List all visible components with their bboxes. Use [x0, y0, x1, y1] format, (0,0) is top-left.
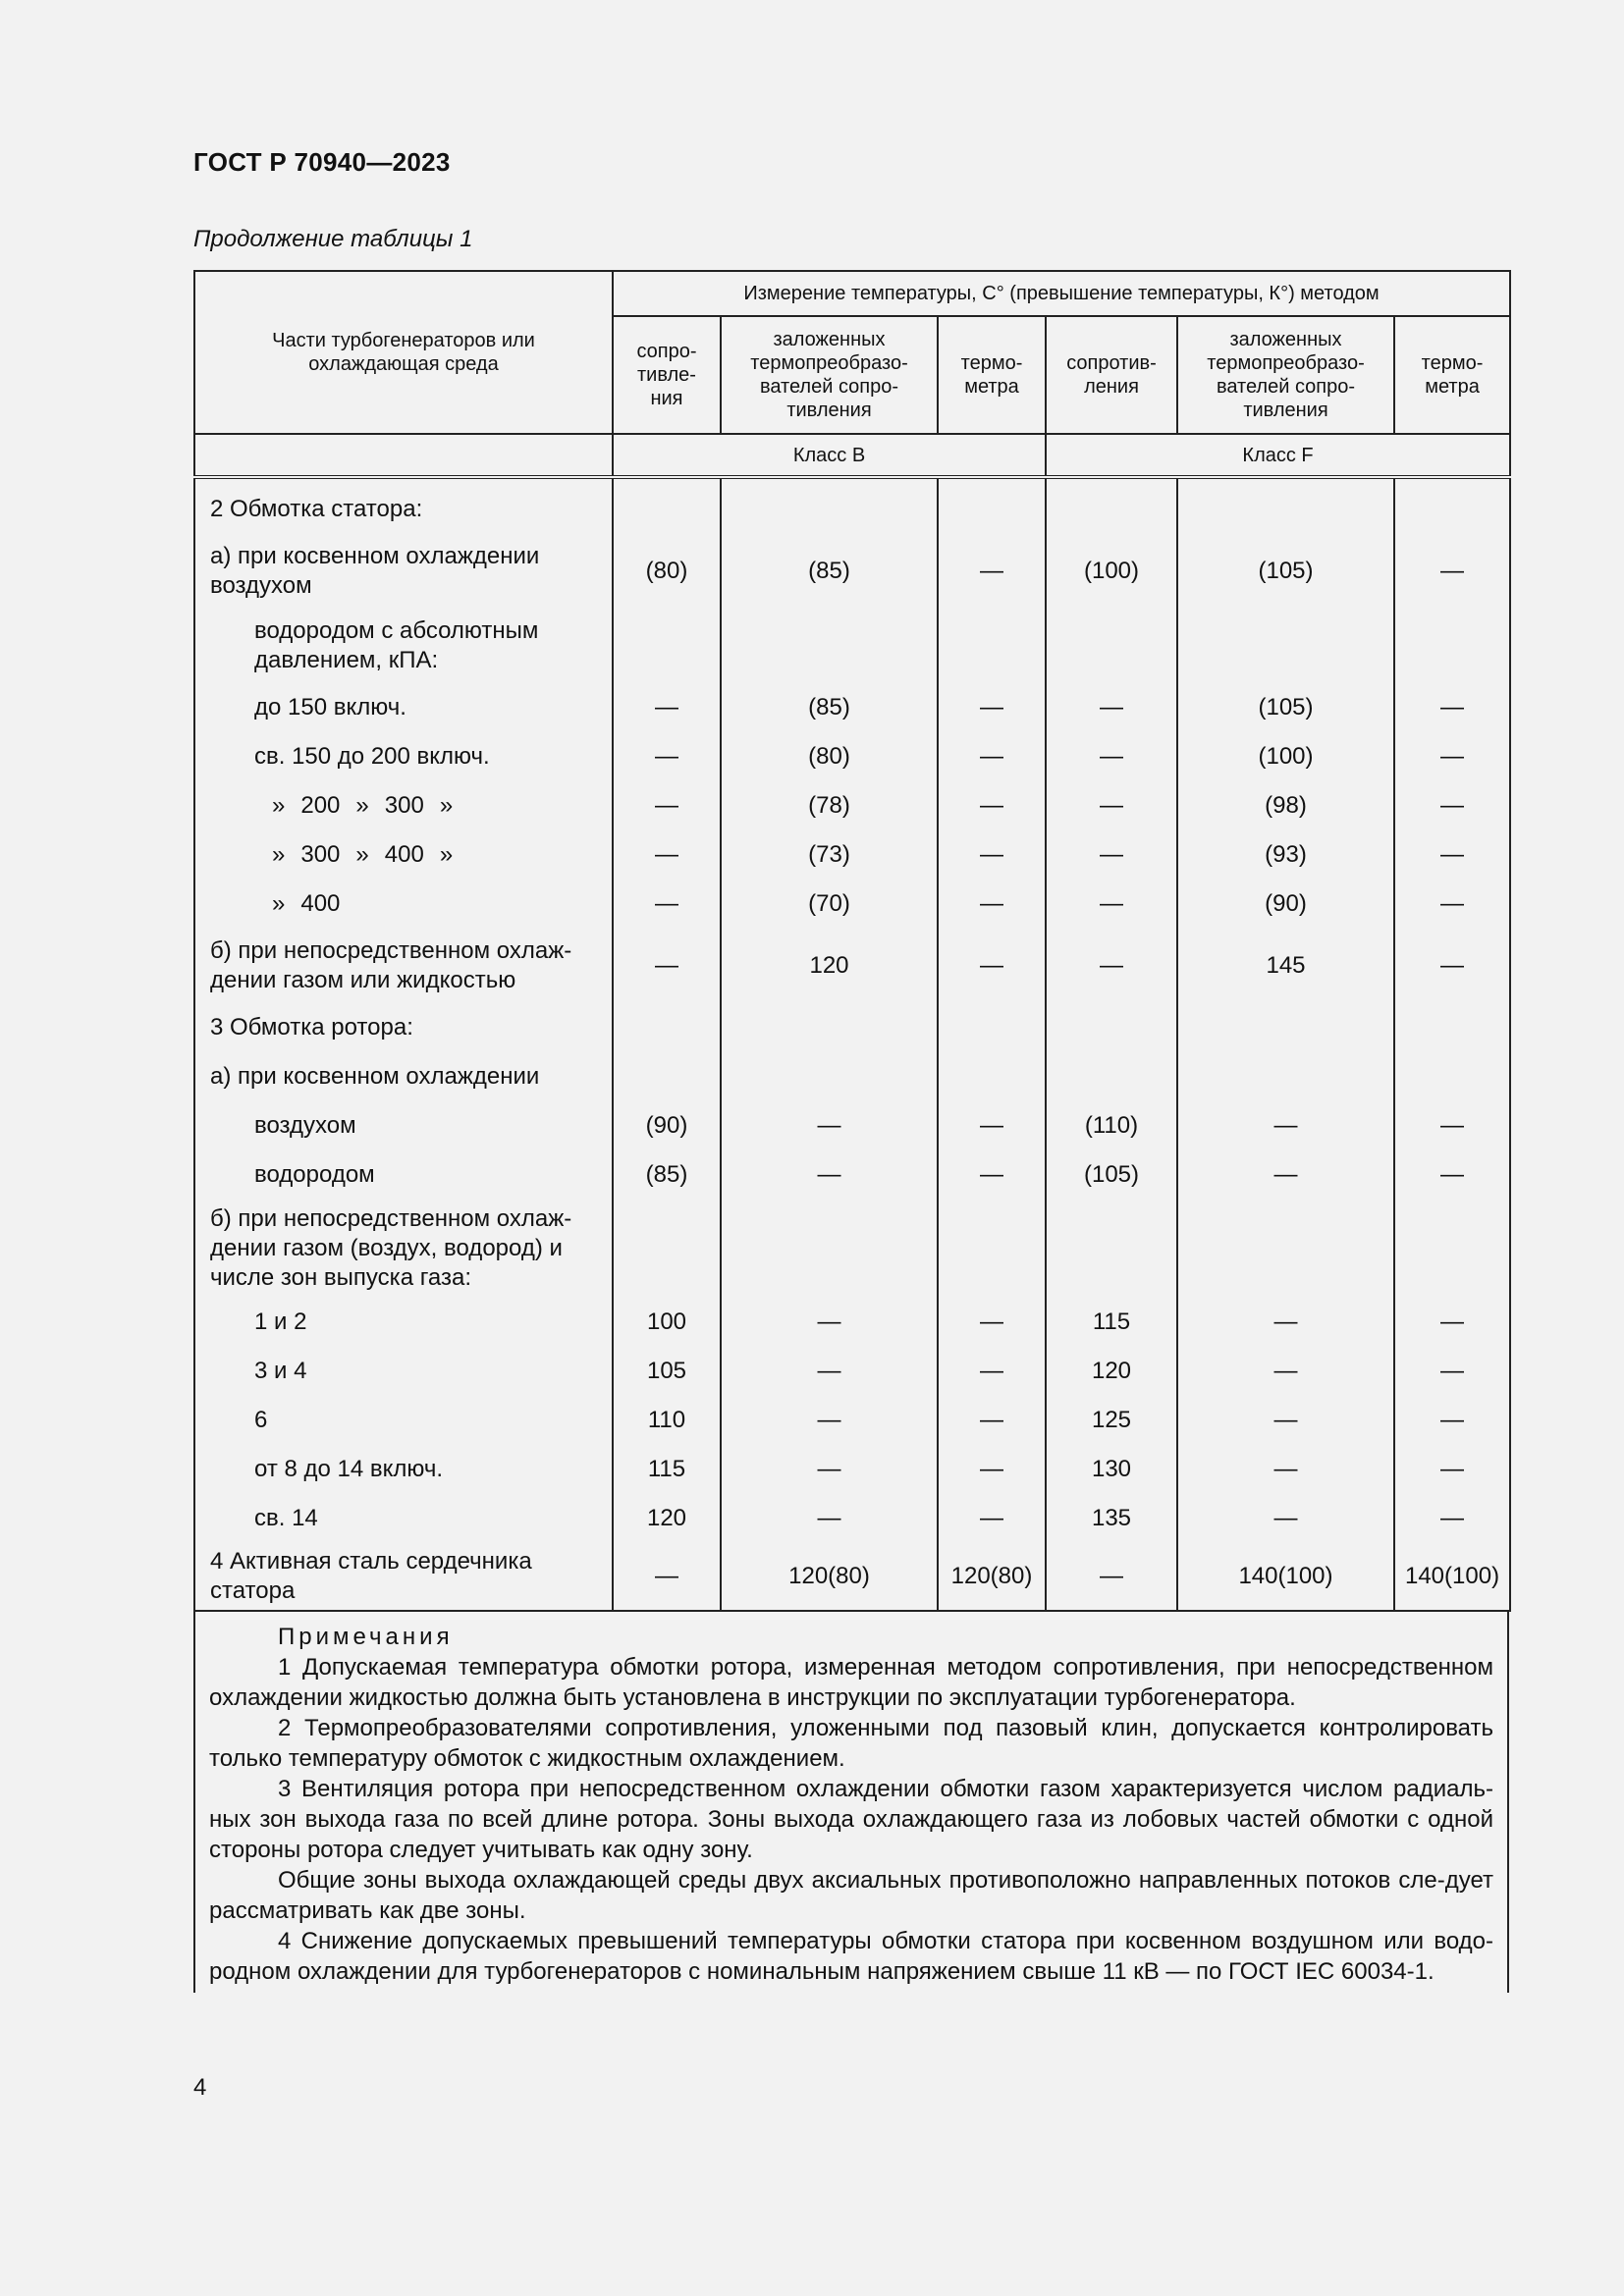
ditto-mark: » — [272, 792, 286, 819]
table-row — [194, 880, 1510, 929]
table-row — [194, 1543, 1510, 1611]
row-label: 3 и 4 — [194, 1347, 613, 1396]
cell: — — [938, 1298, 1046, 1347]
cell — [1394, 477, 1510, 534]
table-body — [194, 477, 1510, 1611]
cell: — — [938, 880, 1046, 929]
table-row — [194, 732, 1510, 781]
cell — [1046, 609, 1177, 683]
cell — [938, 1003, 1046, 1052]
cell — [613, 609, 721, 683]
cell: 100 — [613, 1298, 721, 1347]
table-row — [194, 683, 1510, 732]
cell: — — [613, 781, 721, 830]
table-row — [194, 830, 1510, 880]
cell: — — [613, 880, 721, 929]
cell: (110) — [1046, 1101, 1177, 1150]
cell: 120 — [1046, 1347, 1177, 1396]
range-from: 200 — [300, 792, 341, 819]
cell: (90) — [613, 1101, 721, 1150]
page-number: 4 — [193, 2074, 207, 2101]
cell: (85) — [721, 683, 938, 732]
row-label: от 8 до 14 включ. — [194, 1445, 613, 1494]
cell: — — [1177, 1445, 1394, 1494]
cell: — — [1394, 1494, 1510, 1543]
cell: — — [721, 1150, 938, 1200]
table-row — [194, 1150, 1510, 1200]
cell — [613, 1052, 721, 1101]
cell: 120 — [613, 1494, 721, 1543]
cell: — — [1394, 929, 1510, 1003]
row-label: водородом — [194, 1150, 613, 1200]
cell: (90) — [1177, 880, 1394, 929]
note-item: 3 Вентиляция ротора при непосредственном охлаждении обмотки газом характеризуется числом радиаль-ных зон выхода газа по всей длине ротора. Зоны выхода охлаждающего газа из лобовых частей обмотки с одной стороны ротора следует учитывать как одну зону. — [209, 1776, 1493, 1863]
cell: (85) — [613, 1150, 721, 1200]
cell — [1046, 1052, 1177, 1101]
class-b-header: Класс В — [613, 434, 1046, 477]
cell — [1046, 1003, 1177, 1052]
cell: — — [938, 1150, 1046, 1200]
cell: — — [1177, 1494, 1394, 1543]
cell — [938, 477, 1046, 534]
cell: 135 — [1046, 1494, 1177, 1543]
header-parts-blank — [194, 434, 613, 477]
cell — [721, 609, 938, 683]
cell: — — [1394, 781, 1510, 830]
cell: — — [721, 1347, 938, 1396]
row-label: водородом с абсолютным давлением, кПА: — [194, 609, 613, 683]
cell: — — [1046, 683, 1177, 732]
cell: 120(80) — [721, 1543, 938, 1611]
cell: — — [1394, 1445, 1510, 1494]
cell: — — [938, 1101, 1046, 1150]
cell: — — [1394, 1298, 1510, 1347]
cell — [1177, 609, 1394, 683]
cell: (80) — [721, 732, 938, 781]
row-label: б) при непосредственном охлаж-дении газом (воздух, водород) и числе зон выпуска газа: — [194, 1200, 613, 1298]
cell — [721, 1200, 938, 1298]
cell: 140(100) — [1177, 1543, 1394, 1611]
cell: 120 — [721, 929, 938, 1003]
cell: — — [613, 732, 721, 781]
row-label — [194, 781, 613, 830]
cell — [1046, 477, 1177, 534]
class-f-header: Класс F — [1046, 434, 1510, 477]
cell: — — [1177, 1396, 1394, 1445]
table-row — [194, 1298, 1510, 1347]
table-row — [194, 929, 1510, 1003]
cell: — — [1177, 1347, 1394, 1396]
ditto-mark: » — [355, 841, 369, 868]
row-label: а) при косвенном охлаждении — [194, 1052, 613, 1101]
row-label: 4 Активная сталь сердечника статора — [194, 1543, 613, 1611]
cell — [938, 1052, 1046, 1101]
notes-title: Примечания — [278, 1624, 454, 1650]
note-item: 2 Термопреобразователями сопротивления, уложенными под пазовый клин, допускается контролировать только температуру обмоток с жидкостным охлаждением. — [209, 1715, 1493, 1772]
row-label: св. 150 до 200 включ. — [194, 732, 613, 781]
table-row — [194, 1347, 1510, 1396]
subheader-embedded-b: заложенных термопреобразо-вателей сопро-тивления — [721, 316, 938, 434]
cell: — — [1394, 683, 1510, 732]
table-row — [194, 1494, 1510, 1543]
table-notes — [193, 1612, 1509, 1993]
cell: — — [613, 683, 721, 732]
cell: — — [938, 1494, 1046, 1543]
cell: — — [613, 1543, 721, 1611]
row-label: а) при косвенном охлаждении воздухом — [194, 534, 613, 609]
cell: — — [1394, 732, 1510, 781]
cell: (93) — [1177, 830, 1394, 880]
table-row — [194, 1101, 1510, 1150]
cell — [938, 609, 1046, 683]
cell: — — [721, 1494, 938, 1543]
cell: — — [613, 929, 721, 1003]
cell: — — [938, 683, 1046, 732]
cell: — — [1177, 1101, 1394, 1150]
cell — [1177, 1200, 1394, 1298]
row-label: б) при непосредственном охлаж-дении газом или жидкостью — [194, 929, 613, 1003]
cell: (105) — [1177, 534, 1394, 609]
cell: (98) — [1177, 781, 1394, 830]
row-label: 3 Обмотка ротора: — [194, 1003, 613, 1052]
table-row — [194, 1445, 1510, 1494]
cell: 130 — [1046, 1445, 1177, 1494]
cell: (73) — [721, 830, 938, 880]
note-item: 4 Снижение допускаемых превышений температуры обмотки статора при косвенном воздушном или водо-родном охлаждении для турбогенераторов с номинальным напряжением свыше 11 кВ — по ГОСТ IEC 60034-1. — [209, 1928, 1493, 1985]
row-label: 1 и 2 — [194, 1298, 613, 1347]
cell: (70) — [721, 880, 938, 929]
table-row — [194, 1052, 1510, 1101]
range-to: 400 — [384, 841, 424, 868]
cell — [1177, 477, 1394, 534]
ditto-mark: » — [272, 890, 286, 917]
table-row — [194, 609, 1510, 683]
temperature-table — [193, 270, 1511, 1612]
cell: — — [938, 781, 1046, 830]
cell: — — [938, 929, 1046, 1003]
cell — [1177, 1003, 1394, 1052]
cell — [1046, 1200, 1177, 1298]
range-from: 400 — [300, 890, 341, 917]
cell: (80) — [613, 534, 721, 609]
cell: — — [1046, 1543, 1177, 1611]
cell — [721, 1052, 938, 1101]
range-from: 300 — [300, 841, 341, 868]
row-label — [194, 880, 613, 929]
cell — [721, 477, 938, 534]
table-row — [194, 1003, 1510, 1052]
row-label: воздухом — [194, 1101, 613, 1150]
cell: (85) — [721, 534, 938, 609]
cell — [1394, 609, 1510, 683]
cell: — — [938, 534, 1046, 609]
cell: — — [938, 1445, 1046, 1494]
cell: 110 — [613, 1396, 721, 1445]
cell: 145 — [1177, 929, 1394, 1003]
cell: (105) — [1046, 1150, 1177, 1200]
cell: 125 — [1046, 1396, 1177, 1445]
document-title: ГОСТ Р 70940—2023 — [193, 147, 451, 177]
cell — [613, 1003, 721, 1052]
cell: 140(100) — [1394, 1543, 1510, 1611]
cell: — — [1046, 929, 1177, 1003]
table-row — [194, 477, 1510, 534]
cell: — — [1177, 1150, 1394, 1200]
cell: — — [1394, 880, 1510, 929]
table-caption: Продолжение таблицы 1 — [193, 226, 473, 252]
cell: — — [1046, 830, 1177, 880]
cell: — — [1394, 534, 1510, 609]
cell: — — [938, 1347, 1046, 1396]
cell: — — [1394, 1347, 1510, 1396]
cell: — — [1046, 880, 1177, 929]
table-row — [194, 781, 1510, 830]
subheader-resistance-b: сопро-тивле-ния — [613, 316, 721, 434]
cell: 105 — [613, 1347, 721, 1396]
temperature-table-wrapper — [193, 270, 1509, 1993]
ditto-mark: » — [439, 792, 454, 819]
cell: — — [1394, 830, 1510, 880]
row-label: 2 Обмотка статора: — [194, 477, 613, 534]
ditto-mark: » — [272, 841, 286, 868]
cell: — — [938, 1396, 1046, 1445]
cell: — — [613, 830, 721, 880]
cell: 120(80) — [938, 1543, 1046, 1611]
cell — [1394, 1200, 1510, 1298]
cell: — — [938, 732, 1046, 781]
note-item: 1 Допускаемая температура обмотки ротора, измеренная методом сопротивления, при непосредственном охлаждении жидкостью должна быть установлена в инструкции по эксплуатации турбогенератора. — [209, 1654, 1493, 1711]
cell — [1394, 1052, 1510, 1101]
cell: — — [1177, 1298, 1394, 1347]
range-to: 300 — [384, 792, 424, 819]
ditto-mark: » — [355, 792, 369, 819]
table-row — [194, 1200, 1510, 1298]
cell: — — [1394, 1396, 1510, 1445]
cell: (105) — [1177, 683, 1394, 732]
cell: (100) — [1177, 732, 1394, 781]
cell: — — [938, 830, 1046, 880]
cell: — — [1394, 1150, 1510, 1200]
row-label — [194, 830, 613, 880]
table-row — [194, 534, 1510, 609]
subheader-resistance-f: сопротив-ления — [1046, 316, 1177, 434]
cell: — — [721, 1298, 938, 1347]
subheader-embedded-f: заложенных термопреобразо-вателей сопро-тивления — [1177, 316, 1394, 434]
ditto-mark: » — [439, 841, 454, 868]
cell: — — [721, 1396, 938, 1445]
cell: 115 — [613, 1445, 721, 1494]
row-label: 6 — [194, 1396, 613, 1445]
cell: — — [1046, 781, 1177, 830]
cell — [613, 1200, 721, 1298]
cell — [1394, 1003, 1510, 1052]
cell: — — [721, 1101, 938, 1150]
cell: — — [721, 1445, 938, 1494]
row-label: до 150 включ. — [194, 683, 613, 732]
subheader-thermometer-f: термо-метра — [1394, 316, 1510, 434]
cell — [1177, 1052, 1394, 1101]
row-label: св. 14 — [194, 1494, 613, 1543]
cell: — — [1394, 1101, 1510, 1150]
cell: (78) — [721, 781, 938, 830]
cell — [721, 1003, 938, 1052]
cell — [613, 477, 721, 534]
cell — [938, 1200, 1046, 1298]
header-method: Измерение температуры, С° (превышение температуры, К°) методом — [613, 271, 1510, 316]
header-parts: Части турбогенераторов или охлаждающая среда — [194, 271, 613, 434]
subheader-thermometer-b: термо-метра — [938, 316, 1046, 434]
cell: (100) — [1046, 534, 1177, 609]
table-row — [194, 1396, 1510, 1445]
cell: 115 — [1046, 1298, 1177, 1347]
note-item: Общие зоны выхода охлаждающей среды двух аксиальных противоположно направленных потоков сле-дует рассматривать как две зоны. — [209, 1867, 1493, 1924]
cell: — — [1046, 732, 1177, 781]
